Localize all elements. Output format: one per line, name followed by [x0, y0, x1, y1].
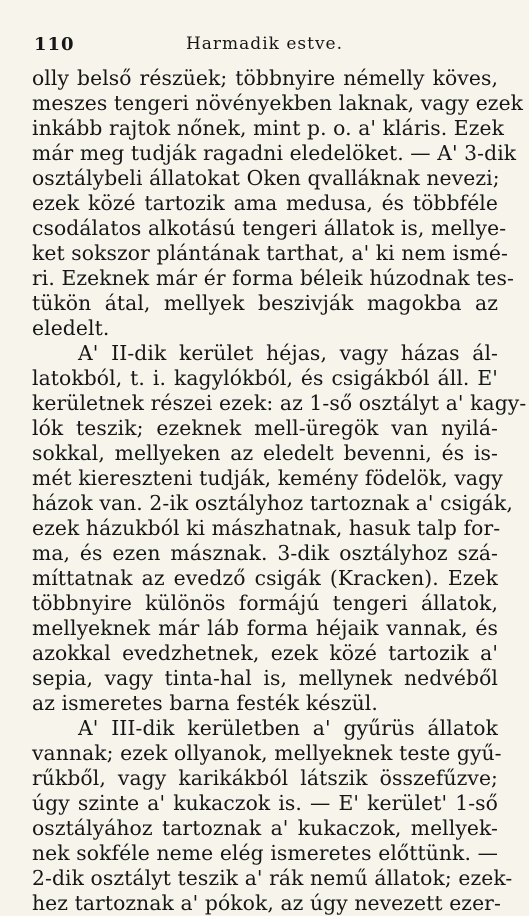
paragraph-start-line: A' II-dik kerület héjas, vagy házas ál- — [78, 341, 498, 365]
text-line: már meg tudják ragadni eledelöket. — A' 3-dik — [32, 141, 517, 165]
text-line: az ismeretes barna festék készül. — [32, 691, 378, 715]
body-text — [32, 66, 527, 916]
text-line: sepia, vagy tinta-hal is, mellynek nedvéből — [32, 666, 498, 690]
text-line: lók teszik; ezeknek mell-üregök van nyilá- — [32, 416, 498, 440]
text-line: úgy szinte a' kukaczok is. — E' kerület' 1-ső — [32, 791, 498, 815]
page-header — [34, 34, 495, 58]
text-line: olly belső részüek; többnyire némelly köves, — [32, 66, 498, 90]
text-line: osztályához tartoznak a' kukaczok, mellyek- — [32, 816, 498, 840]
text-line: míttatnak az evedző csigák (Kracken). Ezek — [32, 566, 498, 590]
running-title: Harmadik estve. — [185, 34, 344, 54]
text-line: többnyire különös formájú tengeri állatok, — [32, 591, 498, 615]
text-line: csodálatos alkotású tengeri állatok is, mellye- — [32, 216, 507, 240]
text-line: ezek házukból ki mászhatnak, hasuk talp for- — [32, 516, 501, 540]
text-line: kerületnek részei ezek: az 1-ső osztályt a' kagy- — [32, 391, 527, 415]
text-line: ma, és ezen másznak. 3-dik osztályhoz szá- — [32, 541, 498, 565]
text-line: mét kiereszteni tudják, kemény födelök, vagy — [32, 466, 503, 490]
text-line: ket sokszor plántának tarthat, a' ki nem ismé- — [32, 241, 508, 265]
text-line: sokkal, mellyeken az eledelt bevenni, és is- — [32, 441, 498, 465]
text-line: ezek közé tartozik ama medusa, és többféle — [32, 191, 498, 215]
text-line: rűkből, vagy karikákból látszik összefűzve; — [32, 766, 498, 790]
text-line: ri. Ezeknek már ér forma béleik húzodnak tes- — [32, 266, 514, 290]
paragraph-start-line: A' III-dik kerületben a' gyűrüs állatok — [78, 716, 498, 740]
text-line: eledelt. — [32, 316, 110, 340]
text-line: nek sokféle neme elég ismeretes előttünk. — — [32, 841, 498, 865]
text-line: osztálybeli állatokat Oken qvalláknak nevezi; — [32, 166, 500, 190]
text-line: inkább rajtok nőnek, mint p. o. a' kláris. Ezek — [32, 116, 504, 140]
text-line: latokból, t. i. kagylókból, és csigákból áll. E' — [32, 366, 498, 390]
text-line: 2-dik osztályt teszik a' rák nemű állatok; ezek- — [32, 866, 513, 890]
text-line: hez tartoznak a' pókok, az úgy nevezett ezer- — [32, 891, 501, 915]
text-line: házok van. 2-ik osztályhoz tartoznak a' csigák, — [32, 491, 513, 515]
text-line: mellyeknek már láb forma héjaik vannak, és — [32, 616, 498, 640]
page-number: 110 — [34, 34, 75, 55]
text-line: vannak; ezek ollyanok, mellyeknek teste gyű- — [32, 741, 502, 765]
text-line: meszes tengeri növényekben laknak, vagy ezek — [32, 91, 524, 115]
text-line: tükön átal, mellyek beszivják magokba az — [32, 291, 498, 315]
text-line: azokkal evedzhetnek, ezek közé tartozik a' — [32, 641, 498, 665]
